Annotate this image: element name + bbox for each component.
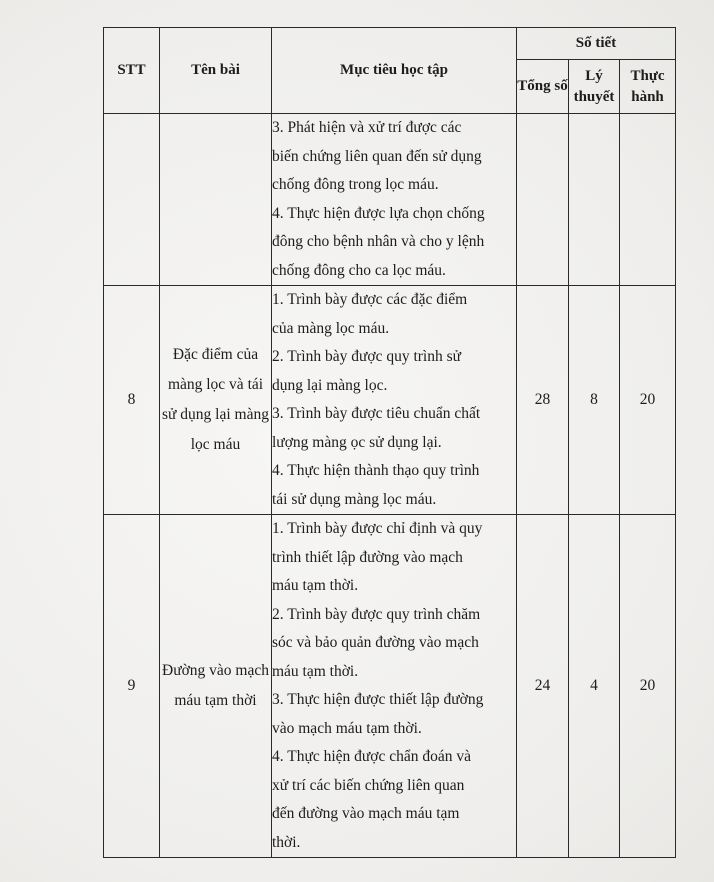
header-periods: Số tiết <box>517 28 676 60</box>
table-row <box>104 515 676 858</box>
objective-line: chống đông trong lọc máu. <box>272 176 439 193</box>
cell-theory: 4 <box>569 515 620 858</box>
header-row-1 <box>104 28 676 60</box>
objective-line: 1. Trình bày được chỉ định và quy <box>272 520 483 537</box>
objective-line: 2. Trình bày được quy trình sử <box>272 348 462 365</box>
cell-stt: 9 <box>104 515 160 858</box>
cell-lesson-name: Đường vào mạch máu tạm thời <box>160 515 272 858</box>
cell-theory <box>569 114 620 286</box>
objective-line: đến đường vào mạch máu tạm <box>272 805 460 822</box>
objective-line: vào mạch máu tạm thời. <box>272 719 422 737</box>
cell-practice: 20 <box>620 286 676 515</box>
header-total: Tổng số <box>517 60 569 114</box>
objective-line: lượng màng ọc sử dụng lại. <box>272 433 442 451</box>
cell-stt: 8 <box>104 286 160 515</box>
objective-line: dụng lại màng lọc. <box>272 376 388 394</box>
objective-line: 3. Thực hiện được thiết lập đường <box>272 691 484 708</box>
cell-objectives <box>272 286 517 515</box>
objective-line: 1. Trình bày được các đặc điểm <box>272 291 468 308</box>
objective-line: 4. Thực hiện được lựa chọn chống <box>272 204 485 222</box>
objective-line: sóc và bảo quản đường vào mạch <box>272 634 479 651</box>
objective-line: thời. <box>272 833 301 851</box>
objective-line: biến chứng liên quan đến sử dụng <box>272 147 482 165</box>
cell-lesson-name: Đặc điểm của màng lọc và tái sử dụng lại màng lọc máu <box>160 286 272 515</box>
cell-stt <box>104 114 160 286</box>
header-lesson-name: Tên bài <box>160 28 272 114</box>
cell-practice <box>620 114 676 286</box>
cell-total: 24 <box>517 515 569 858</box>
objective-line: máu tạm thời. <box>272 662 359 680</box>
header-objectives: Mục tiêu học tập <box>272 28 517 114</box>
objective-line: trình thiết lập đường vào mạch <box>272 548 463 566</box>
cell-lesson-name <box>160 114 272 286</box>
objective-line: 3. Phát hiện và xử trí được các <box>272 119 462 136</box>
objective-line: của màng lọc máu. <box>272 319 390 337</box>
header-practice: Thực hành <box>620 60 676 114</box>
header-stt: STT <box>104 28 160 114</box>
header-theory: Lý thuyết <box>569 60 620 114</box>
objective-line: 3. Trình bày được tiêu chuẩn chất <box>272 405 481 422</box>
cell-total <box>517 114 569 286</box>
objective-line: xử trí các biến chứng liên quan <box>272 776 465 794</box>
curriculum-table <box>103 27 676 858</box>
table-row <box>104 114 676 286</box>
cell-total: 28 <box>517 286 569 515</box>
cell-objectives <box>272 114 517 286</box>
objective-line: máu tạm thời. <box>272 577 359 594</box>
objective-line: chống đông cho ca lọc máu. <box>272 261 446 279</box>
cell-objectives <box>272 515 517 858</box>
objective-line: 4. Thực hiện được chẩn đoán và <box>272 748 472 765</box>
objective-line: đông cho bệnh nhân và cho y lệnh <box>272 233 485 250</box>
cell-practice: 20 <box>620 515 676 858</box>
objective-line: 2. Trình bày được quy trình chăm <box>272 605 481 623</box>
cell-theory: 8 <box>569 286 620 515</box>
table-row <box>104 286 676 515</box>
objective-line: tái sử dụng màng lọc máu. <box>272 490 437 508</box>
objective-line: 4. Thực hiện thành thạo quy trình <box>272 462 480 479</box>
